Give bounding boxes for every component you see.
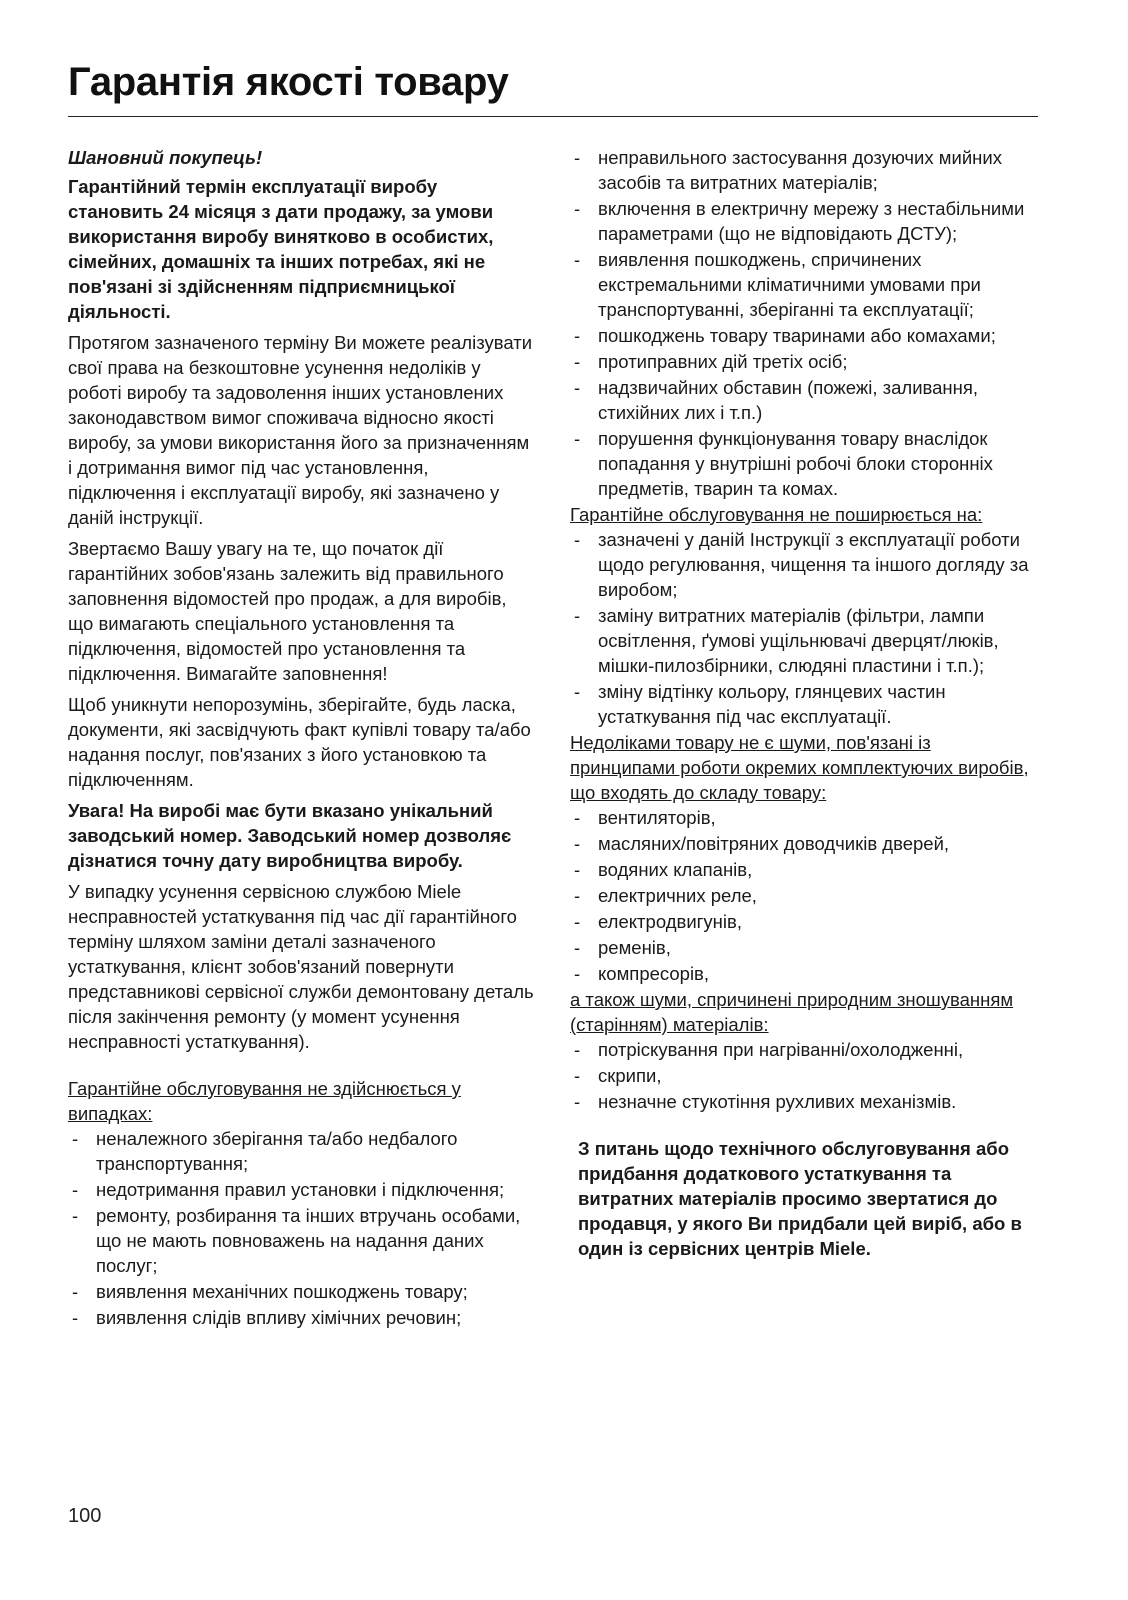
dash-bullet: - bbox=[574, 963, 581, 984]
dash-bullet: - bbox=[574, 833, 581, 854]
list-item-text: вентиляторів, bbox=[598, 807, 716, 828]
serial-number-warning: Увага! На виробі має бути вказано унікальний заводський номер. Заводський номер дозволяє дізнатися точну дату виробництва виробу. bbox=[68, 800, 512, 871]
title-divider bbox=[68, 116, 1038, 117]
list-item-text: неправильного застосування дозуючих мийних засобів та витратних матеріалів; bbox=[598, 147, 1002, 193]
not-performed-heading: Гарантійне обслуговування не здійснюється у випадках: bbox=[68, 1078, 461, 1124]
list-item bbox=[570, 961, 1040, 986]
dash-bullet: - bbox=[574, 605, 581, 626]
wear-list bbox=[570, 1037, 1040, 1114]
list-item bbox=[570, 857, 1040, 882]
list-item-text: скрипи, bbox=[598, 1065, 662, 1086]
list-item-text: ременів, bbox=[598, 937, 671, 958]
rights-paragraph: Протягом зазначеного терміну Ви можете реалізувати свої права на безкоштовне усунення недоліків у роботі виробу та задоволення інших установлених законодавством вимог споживача відносно якості виробу, за умови використання його за призначенням і дотримання вимог під час установлення, підключення і експлуатації виробу, які зазначено у даній інструкції. bbox=[68, 332, 533, 528]
list-item-text: недотримання правил установки і підключення; bbox=[96, 1179, 505, 1200]
list-item bbox=[68, 1177, 536, 1202]
list-item-text: електричних реле, bbox=[598, 885, 757, 906]
list-item bbox=[570, 323, 1040, 348]
documents-paragraph: Щоб уникнути непорозумінь, зберігайте, будь ласка, документи, які засвідчують факт купівлі товару та/або надання послуг, пов'язаних з його установкою та підключенням. bbox=[68, 694, 531, 790]
list-item bbox=[570, 145, 1040, 195]
list-item bbox=[570, 527, 1040, 602]
dash-bullet: - bbox=[72, 1281, 79, 1302]
left-column bbox=[68, 145, 536, 1331]
list-item bbox=[570, 247, 1040, 322]
list-item bbox=[570, 935, 1040, 960]
part-replacement-paragraph: У випадку усунення сервісною службою Miele несправностей устаткування під час дії гарантійного терміну шляхом заміни деталі зазначеного устаткування, клієнт зобов'язаний повернути представникові сервісної служби демонтовану деталь після закінчення ремонту (у момент усунення несправності устаткування). bbox=[68, 881, 534, 1052]
list-item-text: протиправних дій третіх осіб; bbox=[598, 351, 848, 372]
list-item bbox=[570, 426, 1040, 501]
list-item-text: порушення функціонування товару внаслідок попадання у внутрішні робочі блоки сторонніх предметів, тварин та комах. bbox=[598, 428, 993, 499]
wear-heading: а також шуми, спричинені природним зношуванням (старінням) матеріалів: bbox=[570, 989, 1014, 1035]
list-item bbox=[68, 1126, 536, 1176]
list-item bbox=[570, 805, 1040, 830]
list-item bbox=[68, 1203, 536, 1278]
warranty-term-paragraph: Гарантійний термін експлуатації виробу становить 24 місяця з дати продажу, за умови використання виробу винятково в особистих, сімейних, домашніх та інших потребах, які не пов'язані зі здійсненням підприємницької діяльності. bbox=[68, 176, 494, 322]
list-item-text: заміну витратних матеріалів (фільтри, лампи освітлення, ґумові ущільнювачі дверцят/люків, мішки-пилозбірники, слюдяні пластини і т.п.); bbox=[598, 605, 999, 676]
list-item-text: включення в електричну мережу з нестабільними параметрами (що не відповідають ДСТУ); bbox=[598, 198, 1025, 244]
dash-bullet: - bbox=[574, 147, 581, 168]
contact-paragraph: З питань щодо технічного обслуговування або придбання додаткового устаткування та витратних матеріалів просимо звертатися до продавця, у якого Ви придбали цей виріб, або в один із сервісних центрів Miele. bbox=[578, 1138, 1022, 1259]
list-item bbox=[570, 1089, 1040, 1114]
dash-bullet: - bbox=[574, 859, 581, 880]
list-item-text: водяних клапанів, bbox=[598, 859, 753, 880]
attention-paragraph: Звертаємо Вашу увагу на те, що початок дії гарантійних зобов'язань залежить від правильного заповнення відомостей про продаж, а для виробів, що вимагають спеціального установлення та підключення, відомостей про установлення та підключення. Вимагайте заповнення! bbox=[68, 538, 507, 684]
page-number: 100 bbox=[68, 1505, 102, 1527]
list-item bbox=[570, 349, 1040, 374]
list-item bbox=[570, 375, 1040, 425]
dash-bullet: - bbox=[574, 1091, 581, 1112]
list-item-text: зазначені у даній Інструкції з експлуатації роботи щодо регулювання, чищення та іншого догляду за виробом; bbox=[598, 529, 1029, 600]
list-item-text: ремонту, розбирання та інших втручань особами, що не мають повноважень на надання даних послуг; bbox=[96, 1205, 521, 1276]
not-performed-list bbox=[68, 1126, 536, 1330]
list-item bbox=[570, 1063, 1040, 1088]
list-item-text: виявлення слідів впливу хімічних речовин; bbox=[96, 1307, 462, 1328]
list-item-text: виявлення механічних пошкоджень товару; bbox=[96, 1281, 468, 1302]
dash-bullet: - bbox=[574, 351, 581, 372]
list-item-text: компресорів, bbox=[598, 963, 710, 984]
list-item-text: надзвичайних обставин (пожежі, заливання, стихійних лих і т.п.) bbox=[598, 377, 979, 423]
list-item bbox=[570, 831, 1040, 856]
dash-bullet: - bbox=[574, 885, 581, 906]
list-item-text: зміну відтінку кольору, глянцевих частин устаткування під час експлуатації. bbox=[598, 681, 946, 727]
dash-bullet: - bbox=[574, 428, 581, 449]
noise-list bbox=[570, 805, 1040, 986]
dash-bullet: - bbox=[72, 1205, 79, 1226]
dash-bullet: - bbox=[574, 937, 581, 958]
list-item-text: незначне стукотіння рухливих механізмів. bbox=[598, 1091, 957, 1112]
dash-bullet: - bbox=[574, 681, 581, 702]
noise-heading: Недоліками товару не є шуми, пов'язані із принципами роботи окремих комплектуючих виробів, що входять до складу товару: bbox=[570, 732, 1029, 803]
not-extended-list bbox=[570, 527, 1040, 729]
list-item bbox=[570, 909, 1040, 934]
list-item-text: масляних/повітряних доводчиків дверей, bbox=[598, 833, 950, 854]
list-item-text: електродвигунів, bbox=[598, 911, 742, 932]
page-title: Гарантія якості товару bbox=[68, 60, 509, 104]
dash-bullet: - bbox=[574, 325, 581, 346]
list-item-text: неналежного зберігання та/або недбалого транспортування; bbox=[96, 1128, 458, 1174]
list-item-text: пошкоджень товару тваринами або комахами; bbox=[598, 325, 996, 346]
dash-bullet: - bbox=[72, 1179, 79, 1200]
dash-bullet: - bbox=[574, 198, 581, 219]
dash-bullet: - bbox=[574, 911, 581, 932]
list-item bbox=[570, 603, 1040, 678]
list-item bbox=[570, 196, 1040, 246]
dash-bullet: - bbox=[574, 529, 581, 550]
list-item bbox=[570, 679, 1040, 729]
not-performed-list-continued bbox=[570, 145, 1040, 501]
list-item bbox=[570, 1037, 1040, 1062]
dash-bullet: - bbox=[72, 1128, 79, 1149]
greeting: Шановний покупець! bbox=[68, 147, 263, 168]
dash-bullet: - bbox=[72, 1307, 79, 1328]
not-extended-heading: Гарантійне обслуговування не поширюється на: bbox=[570, 504, 983, 525]
dash-bullet: - bbox=[574, 807, 581, 828]
dash-bullet: - bbox=[574, 249, 581, 270]
dash-bullet: - bbox=[574, 1039, 581, 1060]
list-item bbox=[68, 1279, 536, 1304]
list-item-text: потріскування при нагріванні/охолодженні, bbox=[598, 1039, 964, 1060]
right-column bbox=[570, 145, 1040, 1261]
dash-bullet: - bbox=[574, 1065, 581, 1086]
list-item bbox=[68, 1305, 536, 1330]
list-item bbox=[570, 883, 1040, 908]
dash-bullet: - bbox=[574, 377, 581, 398]
list-item-text: виявлення пошкоджень, спричинених екстремальними кліматичними умовами при транспортуванні, зберіганні та експлуатації; bbox=[598, 249, 981, 320]
